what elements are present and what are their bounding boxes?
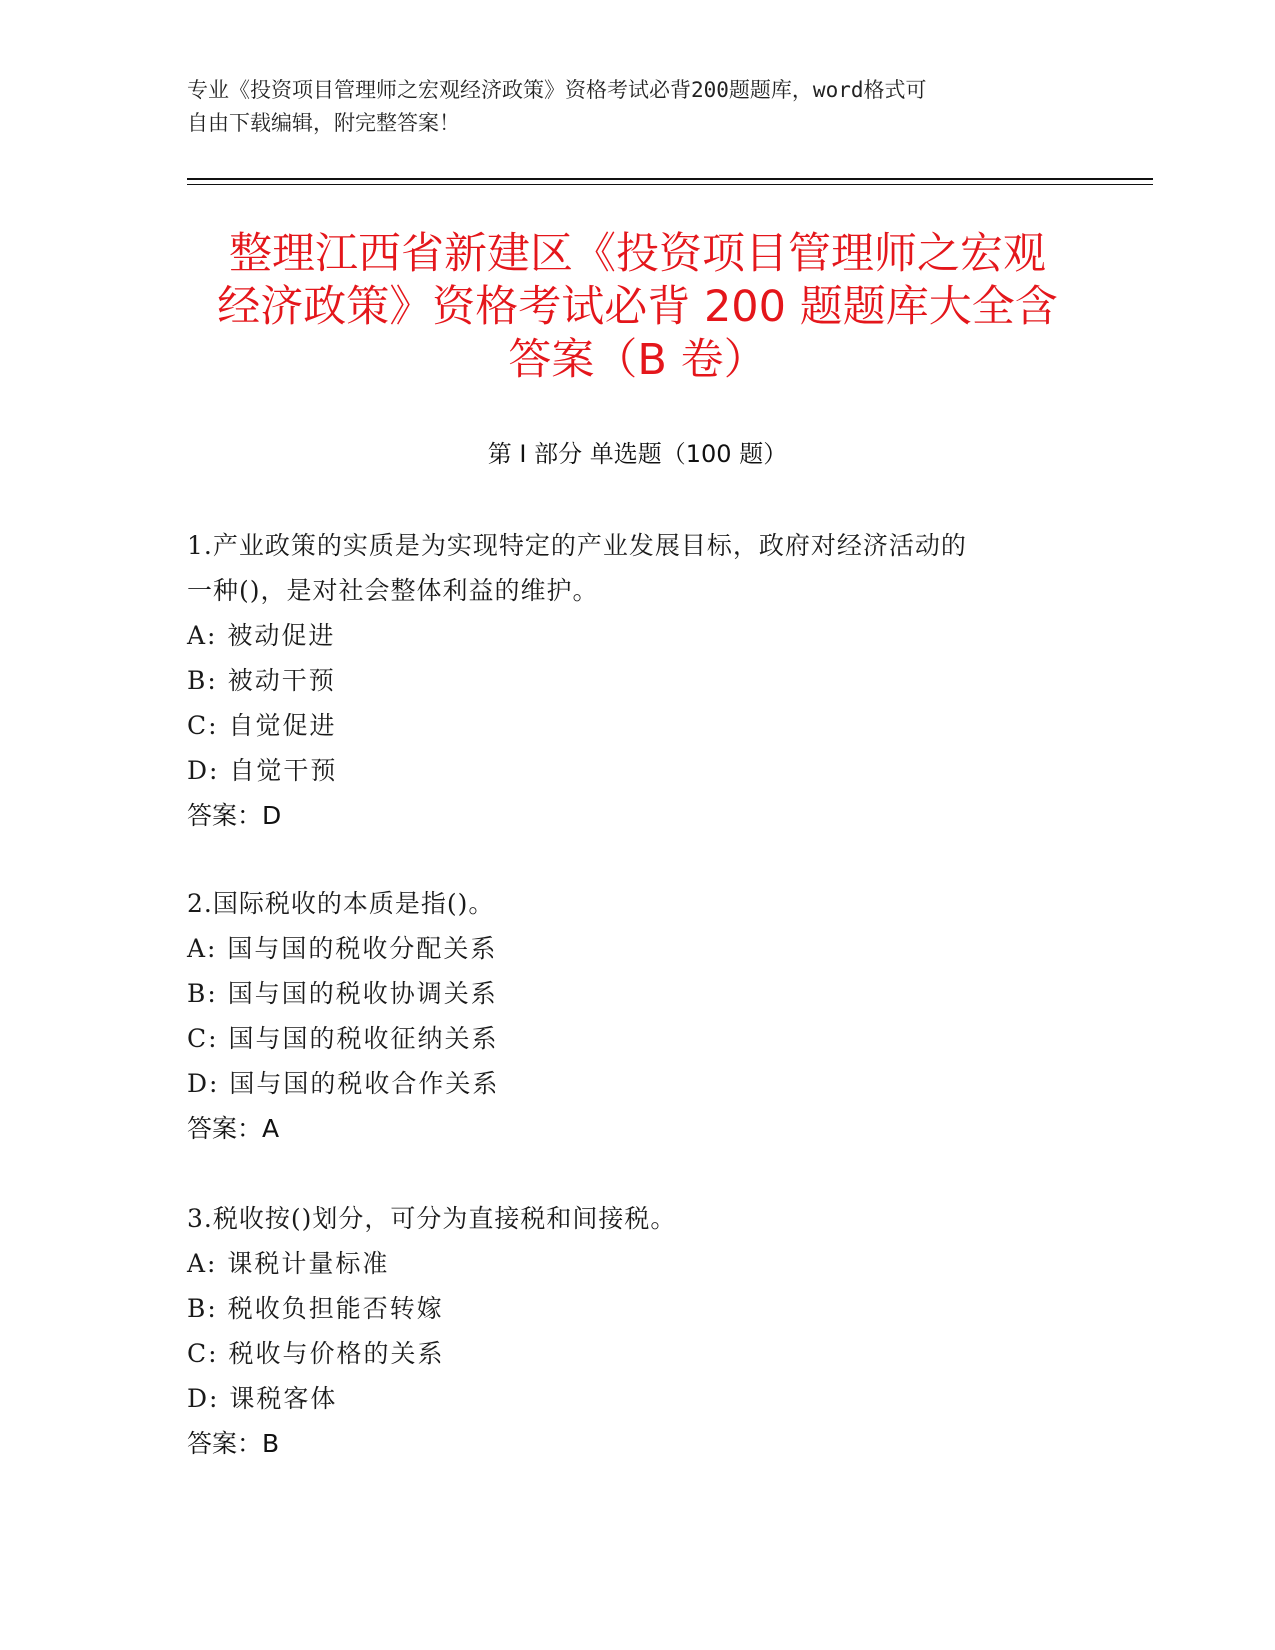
header-divider-thick [187,178,1153,180]
title-line: 经济政策》资格考试必背 200 题题库大全含 [217,282,1058,332]
title-line: 答案（B 卷） [508,335,767,385]
document-title [150,228,1125,387]
option-c: C: 国与国的税收征纳关系 [187,1024,499,1053]
answer-line: 答案：A [187,1114,280,1143]
question-item [187,881,1087,1151]
option-d: D: 国与国的税收合作关系 [187,1069,500,1098]
header-note-line: 专业《投资项目管理师之宏观经济政策》资格考试必背200题题库，word格式可 [187,78,927,102]
option-b: B: 被动干预 [187,666,336,695]
question-item [187,1196,1087,1466]
title-line: 整理江西省新建区《投资项目管理师之宏观 [229,229,1046,279]
header-note [187,74,1067,140]
header-divider-thin [187,184,1153,185]
question-stem-line: 2.国际税收的本质是指()。 [187,889,495,918]
header-note-line: 自由下载编辑，附完整答案！ [187,111,460,135]
question-stem-line: 1.产业政策的实质是为实现特定的产业发展目标，政府对经济活动的 [187,531,967,560]
answer-line: 答案：B [187,1429,280,1458]
question-stem-line: 一种()，是对社会整体利益的维护。 [187,576,599,605]
question-stem-line: 3.税收按()划分，可分为直接税和间接税。 [187,1204,677,1233]
option-a: A: 国与国的税收分配关系 [187,934,498,963]
option-a: A: 课税计量标准 [187,1249,390,1278]
question-item [187,523,1087,838]
option-b: B: 国与国的税收协调关系 [187,979,498,1008]
option-b: B: 税收负担能否转嫁 [187,1294,444,1323]
question-stem [187,881,1087,926]
option-d: D: 自觉干预 [187,756,338,785]
option-a: A: 被动促进 [187,621,336,650]
section-heading: 第 I 部分 单选题（100 题） [487,440,788,468]
option-c: C: 自觉促进 [187,711,337,740]
answer-line: 答案：D [187,801,282,830]
question-stem [187,523,1087,613]
option-d: D: 课税客体 [187,1384,338,1413]
option-c: C: 税收与价格的关系 [187,1339,445,1368]
question-stem [187,1196,1087,1241]
